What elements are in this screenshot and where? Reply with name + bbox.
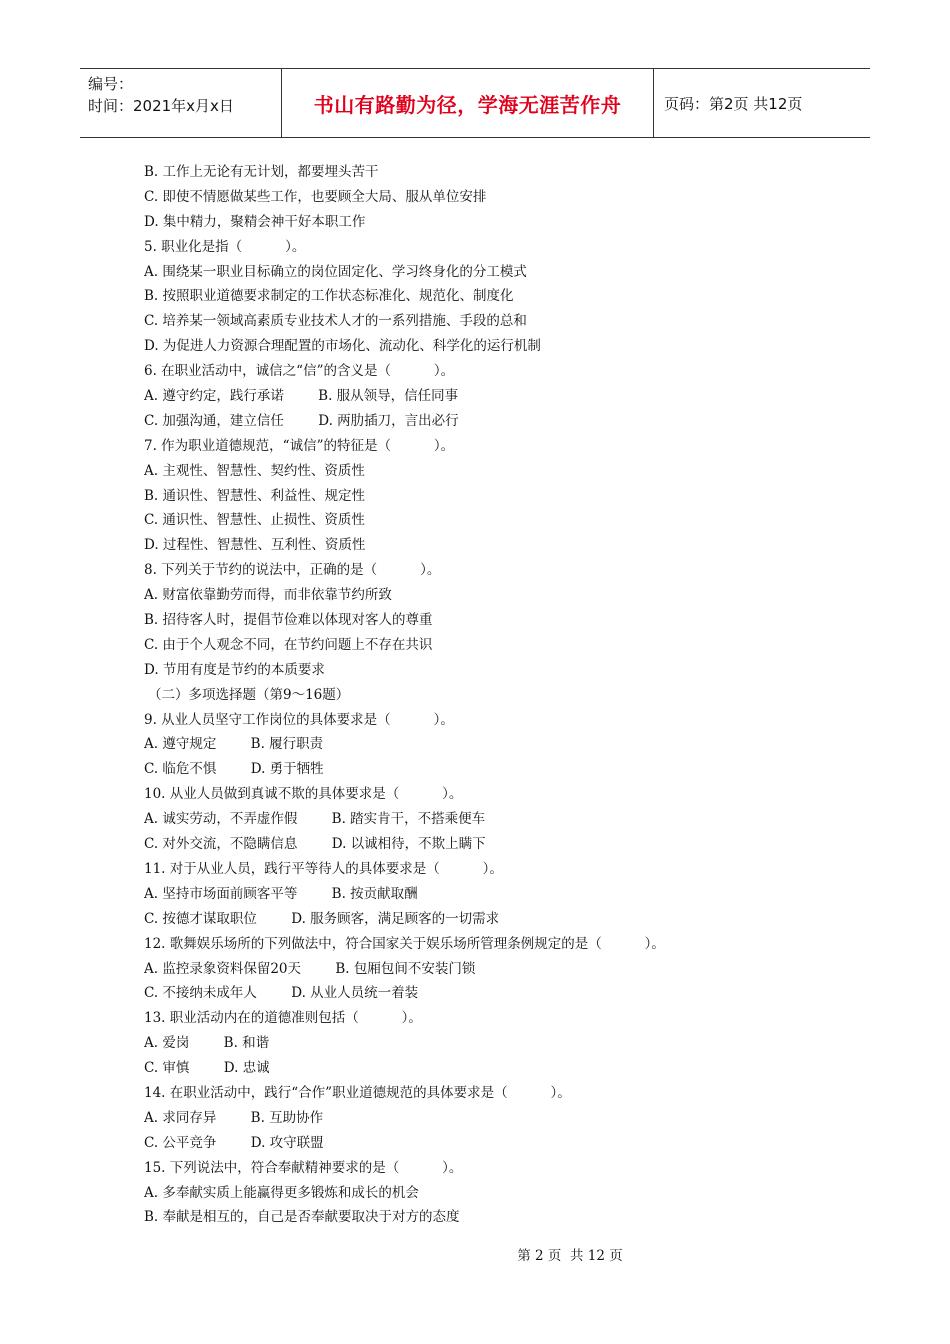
option-line: A. 遵守约定，践行承诺 B. 服从领导，信任同事	[144, 388, 459, 405]
question-line: 13. 职业活动内在的道德准则包括（ ）。	[144, 1010, 422, 1027]
option-line: C. 审慎 D. 忠诚	[144, 1060, 270, 1077]
header-meta	[80, 69, 282, 137]
question-line: 7. 作为职业道德规范，“诚信”的特征是（ ）。	[144, 437, 455, 454]
time-label: 时间：2021年x月x日	[88, 97, 234, 115]
option-line: A. 监控录象资料保留20天 B. 包厢包间不安装门锁	[144, 960, 476, 977]
section-heading: （二）多项选择题（第9～16题）	[148, 686, 350, 703]
option-line: D. 过程性、智慧性、互利性、资质性	[144, 537, 366, 554]
option-line: C. 公平竞争 D. 攻守联盟	[144, 1134, 324, 1151]
option-line: B. 工作上无论有无计划，都要埋头苦干	[144, 164, 379, 180]
question-line: 5. 职业化是指（ ）。	[144, 238, 306, 255]
option-line: A. 遵守规定 B. 履行职责	[144, 736, 324, 753]
option-line: A. 多奉献实质上能赢得更多锻炼和成长的机会	[144, 1184, 419, 1201]
number-label: 编号：	[88, 75, 134, 93]
option-line: B. 招待客人时，提倡节俭难以体现对客人的尊重	[144, 612, 433, 629]
option-line: B. 奉献是相互的，自己是否奉献要取决于对方的态度	[144, 1209, 460, 1226]
footer-page-number: 第 2 页 共 12 页	[517, 1248, 623, 1264]
option-line: A. 诚实劳动，不弄虚作假 B. 踏实肯干，不搭乘便车	[144, 811, 486, 828]
option-line: A. 爱岗 B. 和谐	[144, 1035, 270, 1052]
question-line: 11. 对于从业人员，践行平等待人的具体要求是（ ）。	[144, 860, 503, 877]
option-line: C. 即使不情愿做某些工作，也要顾全大局、服从单位安排	[144, 188, 487, 205]
option-line: C. 对外交流，不隐瞒信息 D. 以诚相待，不欺上瞒下	[144, 836, 486, 853]
option-line: D. 集中精力，聚精会神干好本职工作	[144, 213, 366, 230]
question-line: 15. 下列说法中，符合奉献精神要求的是（ ）。	[144, 1159, 463, 1176]
option-line: C. 临危不惧 D. 勇于牺牲	[144, 761, 324, 778]
option-line: A. 求同存异 B. 互助协作	[144, 1109, 324, 1126]
option-line: C. 加强沟通，建立信任 D. 两肋插刀，言出必行	[144, 412, 459, 429]
document-body	[144, 160, 844, 1230]
header-page-info: 页码：第2页 共12页	[664, 94, 803, 113]
header-motto: 书山有路勤为径，学海无涯苦作舟	[282, 69, 654, 137]
question-line: 9. 从业人员坚守工作岗位的具体要求是（ ）。	[144, 711, 454, 728]
option-line: A. 坚持市场面前顾客平等 B. 按贡献取酬	[144, 885, 418, 902]
option-line: C. 不接纳未成年人 D. 从业人员统一着装	[144, 985, 419, 1002]
option-line: C. 按德才谋取职位 D. 服务顾客，满足顾客的一切需求	[144, 910, 500, 927]
question-line: 12. 歌舞娱乐场所的下列做法中，符合国家关于娱乐场所管理条例规定的是（ ）。	[144, 935, 665, 952]
question-line: 6. 在职业活动中，诚信之“信”的含义是（ ）。	[144, 363, 455, 380]
question-line: 14. 在职业活动中，践行“合作”职业道德规范的具体要求是（ ）。	[144, 1084, 571, 1101]
question-line: 10. 从业人员做到真诚不欺的具体要求是（ ）。	[144, 786, 463, 803]
option-line: A. 围绕某一职业目标确立的岗位固定化、学习终身化的分工模式	[144, 263, 527, 280]
option-line: C. 培养某一领域高素质专业技术人才的一系列措施、手段的总和	[144, 313, 527, 330]
option-line: B. 通识性、智慧性、利益性、规定性	[144, 487, 366, 504]
option-line: B. 按照职业道德要求制定的工作状态标准化、规范化、制度化	[144, 288, 514, 305]
option-line: D. 为促进人力资源合理配置的市场化、流动化、科学化的运行机制	[144, 338, 541, 355]
question-line: 8. 下列关于节约的说法中，正确的是（ ）。	[144, 562, 441, 579]
option-line: C. 由于个人观念不同，在节约问题上不存在共识	[144, 636, 433, 653]
option-line: A. 主观性、智慧性、契约性、资质性	[144, 462, 365, 479]
option-line: A. 财富依靠勤劳而得，而非依靠节约所致	[144, 587, 392, 604]
option-line: D. 节用有度是节约的本质要求	[144, 661, 325, 678]
page-footer	[0, 1244, 950, 1264]
page-header	[80, 68, 870, 138]
option-line: C. 通识性、智慧性、止损性、资质性	[144, 512, 365, 529]
